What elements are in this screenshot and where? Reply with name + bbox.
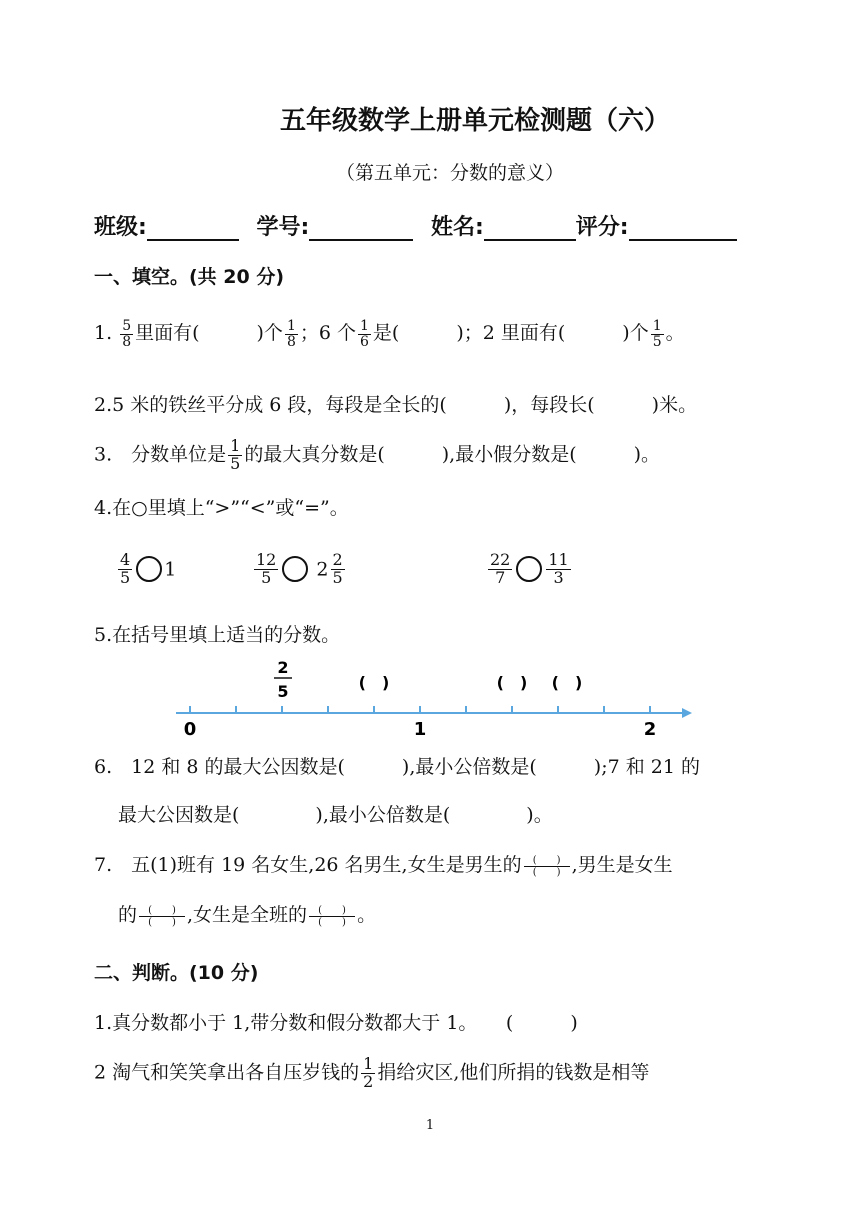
q7-text-c: 的 [118,904,138,926]
frac-den: 5 [120,567,131,587]
fraction [254,552,278,587]
q1-text-4: 。 [665,322,685,344]
blank-fraction[interactable] [309,905,355,928]
q7-text-e: 。 [357,904,377,926]
class-label: 班级: [94,215,147,240]
frac-den: 5 [652,333,662,350]
answer-paren[interactable]: ( ) [551,673,583,692]
frac-den: 7 [495,567,506,587]
frac-den: 5 [261,567,272,587]
judge-question-1: 1.真分数都小于 1,带分数和假分数都大于 1。 ( ) [94,1012,578,1034]
q7-text-d: ,女生是全班的 [187,904,308,926]
frac-num: 12 [256,550,277,569]
frac-num: 4 [120,550,131,569]
frac-num: 1 [360,317,369,334]
number-label: 学号: [256,215,310,240]
frac-label-den: 5 [277,682,289,701]
page-subtitle: （第五单元：分数的意义） [335,162,564,184]
fraction [228,438,242,473]
compare-circle[interactable] [516,556,542,582]
score-blank[interactable] [629,215,737,241]
number-line [0,655,860,740]
q3-text-a: 3. 分数单位是 [94,443,227,466]
compare-item-c [486,552,573,587]
fraction [546,552,570,587]
section-judge-heading: 二、判断。(10 分) [94,962,259,984]
q1-text-3: 是( )；2 里面有( )个 [372,322,649,344]
compare-right: 1 [164,558,177,581]
question-7-line-1 [94,850,673,878]
frac-num: ( ) [139,905,185,917]
section-fill-heading: 一、填空。(共 20 分) [94,266,285,288]
page-title: 五年级数学上册单元检测题（六） [279,106,670,136]
question-3 [94,438,660,473]
number-line-arrow [682,708,692,718]
frac-num: ( ) [524,855,570,867]
q1-text-2: ；6 个 [299,322,356,344]
page-number: 1 [425,1118,435,1133]
fraction [488,552,512,587]
frac-den: 5 [230,453,241,473]
frac-den: ( ) [148,916,176,928]
number-line-ticks [190,706,650,713]
number-blank[interactable] [309,215,413,241]
fraction [361,1056,375,1091]
frac-num: 2 [332,550,343,569]
compare-circle[interactable] [136,556,162,582]
frac-den: ( ) [532,866,561,878]
j2-text-b: 捐给灾区,他们所捐的钱数是相等 [377,1061,650,1084]
label-1: 1 [413,719,427,740]
q7-text-b: ,男生是女生 [571,854,673,876]
q1-number: 1. [94,322,113,344]
question-2: 2.5 米的铁丝平分成 6 段，每段是全长的( )，每段长( )米。 [94,394,698,416]
blank-fraction[interactable] [524,855,570,878]
question-6-line-1: 6. 12 和 8 的最大公因数是( ),最小公倍数是( );7 和 21 的 [94,756,700,778]
question-1 [94,318,685,349]
compare-item-a [116,552,176,587]
frac-den: 8 [286,333,296,350]
j2-text-a: 2 淘气和笑笑拿出各自压岁钱的 [94,1061,360,1084]
name-blank[interactable] [484,215,576,241]
question-7-line-2 [118,900,376,928]
fraction [331,552,345,587]
frac-den: 2 [363,1071,374,1091]
fraction [120,319,133,349]
fraction [118,552,132,587]
question-5: 5.在括号里填上适当的分数。 [94,624,341,646]
frac-label-num: 2 [277,658,289,677]
compare-circle[interactable] [282,556,308,582]
frac-num: 1 [363,1054,374,1073]
q1-text-1: 里面有( )个 [135,322,283,344]
fraction [285,319,298,349]
frac-den: ( ) [318,916,346,928]
frac-num: 1 [652,317,662,334]
frac-den: 8 [122,333,132,350]
question-4: 4.在○里填上“>”“<”或“=”。 [94,497,349,519]
q3-text-b: 的最大真分数是( ),最小假分数是( )。 [244,443,661,466]
score-label: 评分: [575,215,629,240]
answer-paren[interactable]: ( ) [496,673,528,692]
frac-num: ( ) [309,905,355,917]
frac-num: 1 [286,317,296,334]
judge-question-2 [94,1056,649,1091]
fraction [358,319,371,349]
mixed-whole: 2 [316,558,329,581]
frac-num: 22 [490,550,511,569]
frac-num: 11 [548,550,569,569]
blank-fraction[interactable] [139,905,185,928]
frac-num: 1 [230,436,241,455]
frac-den: 3 [553,567,564,587]
class-blank[interactable] [147,215,239,241]
fraction [651,319,664,349]
frac-num: 5 [122,317,132,334]
name-label: 姓名: [430,215,484,240]
label-0: 0 [183,719,197,740]
q7-text-a: 7. 五(1)班有 19 名女生,26 名男生,女生是男生的 [94,854,522,876]
frac-den: 6 [360,333,369,350]
student-info-line [94,210,747,241]
label-2: 2 [643,719,657,740]
answer-paren[interactable]: ( ) [358,673,390,692]
frac-den: 5 [332,567,343,587]
compare-item-b [252,552,347,587]
question-6-line-2: 最大公因数是( ),最小公倍数是( )。 [118,804,553,826]
